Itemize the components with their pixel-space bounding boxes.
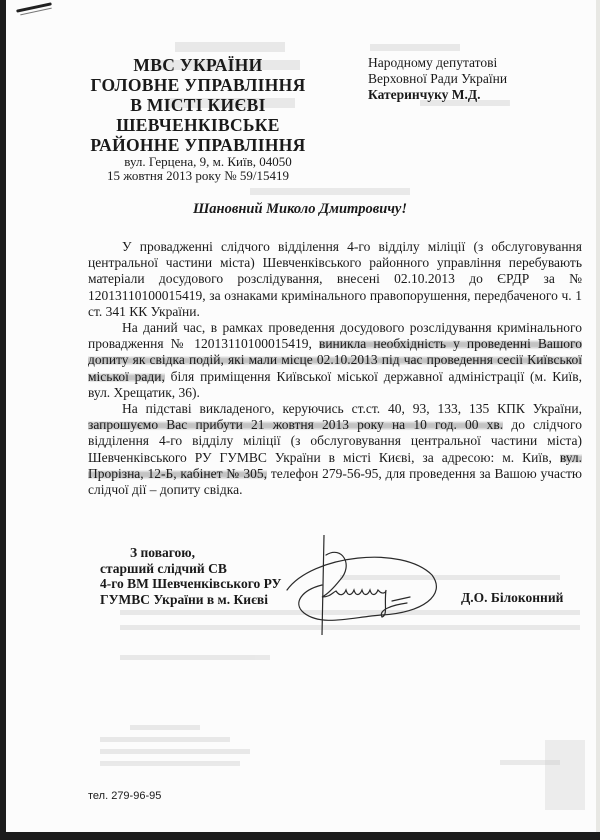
paragraph-text: На даний час, в рамках проведення досудового розслідування кримінального провадження № 12013110100015419,: [88, 320, 582, 352]
paragraph: [88, 401, 582, 498]
letterhead-address: вул. Герцена, 9, м. Київ, 04050: [124, 154, 292, 169]
letterhead-line: В МІСТІ КИЄВІ: [130, 95, 266, 115]
paragraph-text: На підставі викладеного, керуючись ст.ст. 40, 93, 133, 135 КПК України,: [122, 401, 582, 417]
letterhead-line: МВС УКРАЇНИ: [133, 55, 263, 75]
salutation: Шановний Миколо Дмитровичу!: [192, 201, 408, 217]
highlighted-text: запрошуємо Вас прибути 21 жовтня 2013 року на 10 год. 00 хв.: [88, 417, 504, 433]
signer-name: Д.О. Білоконний: [461, 590, 564, 605]
paragraph-text: телефон 279-56-95, для проведення за Вашою участю слідчої дії – допиту свідка.: [88, 465, 582, 498]
closing: З повагою,: [130, 545, 195, 560]
paragraph: У провадженні слідчого відділення 4-го відділу міліції (з обслуговування центральної частини міста) Шевченківського районного управління перебувають матеріали досудового розслідування, внесені 02.10.2013 до ЄРДР за № 12013110100015419, за ознаками кримінального правопорушення, передбаченого ч. 1 ст. 341 КК України.: [88, 239, 582, 319]
highlighted-text: вул. Прорізна, 12-Б, кабінет № 305,: [88, 449, 582, 481]
handwritten-signature: [282, 535, 442, 635]
paragraph-text: до слідчого відділення 4-го відділу міліції (з обслуговування центральної частини міста) Шевченківського РУ ГУМВС України в місті Києві, за адресою: м. Київ,: [88, 417, 582, 465]
letterhead-line: РАЙОННЕ УПРАВЛІННЯ: [90, 135, 306, 155]
paragraph: [88, 320, 582, 401]
footer-phone: тел. 279-96-95: [88, 790, 162, 802]
letterhead: [88, 55, 308, 183]
addressee-line: Верховної Ради України: [368, 71, 508, 86]
paragraph-text: біля приміщення Київської міської державної адміністрації (м. Київ, вул. Хрещатик, 36).: [88, 368, 583, 400]
signer-title-line: старший слідчий СВ: [100, 560, 227, 576]
letterhead-line: ГОЛОВНЕ УПРАВЛІННЯ: [90, 75, 306, 95]
addressee-line: Народному депутатові: [368, 55, 498, 70]
signer-title-line: ГУМВС України в м. Києві: [100, 591, 268, 607]
highlighted-text: виникла необхідність у проведенні Вашого допиту як свідка подій, які мали місце 02.10.2013 під час проведення сесії Київської міської ради,: [88, 336, 582, 384]
addressee: [368, 55, 507, 103]
letterhead-line: ШЕВЧЕНКІВСЬКЕ: [116, 115, 280, 135]
signer-title-line: 4-го ВМ Шевченківського РУ: [100, 576, 282, 591]
letter-body: [88, 239, 582, 498]
letterhead-date-reference: 15 жовтня 2013 року № 59/15419: [107, 168, 289, 183]
signature-block: [100, 545, 281, 607]
addressee-name: Катеринчуку М.Д.: [368, 87, 481, 102]
